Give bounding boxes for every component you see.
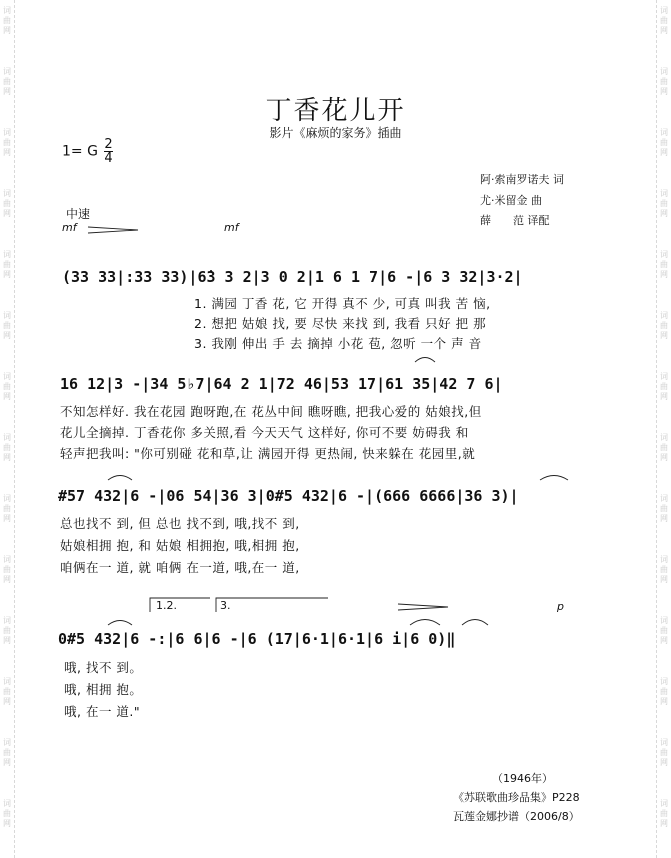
watermark-text: 词 曲 网	[3, 372, 11, 401]
watermark-text: 词 曲 网	[3, 250, 11, 279]
dynamic-mf-verse: mf	[224, 221, 239, 234]
slur	[415, 358, 435, 363]
watermark-text: 词 曲 网	[660, 6, 668, 35]
watermark-text: 词 曲 网	[660, 189, 668, 218]
watermark-text: 词 曲 网	[660, 67, 668, 96]
watermark-text: 词 曲 网	[3, 799, 11, 828]
watermark-text: 词 曲 网	[3, 555, 11, 584]
song-title: 丁香花儿开	[265, 96, 406, 126]
watermark-text: 词 曲 网	[660, 799, 668, 828]
watermark-text: 词 曲 网	[3, 677, 11, 706]
watermark-text: 词 曲 网	[3, 6, 11, 35]
lyric-row-1-verse-1: 1. 满园 丁香 花, 它 开得 真不 少, 可真 叫我 苦 恼,	[194, 296, 491, 311]
credit-role: 译配	[527, 214, 550, 227]
lyric-row-4-verse-2: 哦, 相拥 抱。	[64, 682, 143, 697]
watermark-text: 词 曲 网	[660, 555, 668, 584]
lyric-row-3-verse-3: 咱俩在一 道, 就 咱俩 在一道, 哦,在一 道,	[60, 560, 300, 575]
credit-role: 曲	[531, 194, 542, 207]
slur	[108, 476, 132, 481]
credit-role: 词	[553, 173, 564, 186]
watermark-text: 词 曲 网	[660, 372, 668, 401]
notation-row-4: 0#5 432|6 -:|6 6|6 -|6 (17|6·1|6·1|6 i|6 0)‖	[58, 630, 456, 648]
watermark-text: 词 曲 网	[3, 738, 11, 767]
watermark-text: 词 曲 网	[3, 189, 11, 218]
song-subtitle: 影片《麻烦的家务》插曲	[269, 126, 402, 140]
watermark-text: 词 曲 网	[3, 616, 11, 645]
footer-year: （1946年）	[492, 772, 553, 785]
lyric-row-2-verse-1: 不知怎样好. 我在花园 跑呀跑,在 花丛中间 瞧呀瞧, 把我心爱的 姑娘找,但	[60, 404, 482, 419]
watermark-text: 词 曲 网	[660, 738, 668, 767]
notation-row-3: #57 432|6 -|06 54|36 3|0#5 432|6 -|(666 6666|36 3)|	[58, 487, 519, 505]
volta-label-1: 1.2.	[156, 599, 177, 612]
slur	[540, 476, 568, 481]
lyric-row-4-verse-3: 哦, 在一 道."	[64, 704, 141, 719]
watermark-text: 词 曲 网	[660, 311, 668, 340]
time-denominator: 4	[104, 151, 113, 166]
credit-name: 阿·索南罗诺夫	[480, 173, 550, 186]
lyric-row-4-verse-1: 哦, 找不 到。	[64, 660, 143, 675]
volta-label-2: 3.	[220, 599, 231, 612]
watermark-text: 词 曲 网	[3, 311, 11, 340]
watermark-text: 词 曲 网	[3, 494, 11, 523]
decrescendo-hairpin	[398, 604, 448, 610]
credit-name: 薛 范	[480, 214, 524, 227]
watermark-text: 词 曲 网	[660, 433, 668, 462]
watermark-text: 词 曲 网	[3, 433, 11, 462]
volta-bracket-2	[216, 598, 328, 612]
tempo-marking: 中速	[66, 207, 91, 221]
dynamic-p-coda: p	[557, 600, 564, 613]
dynamic-mf-intro: mf	[62, 221, 77, 234]
watermark-text: 词 曲 网	[660, 128, 668, 157]
key-label: 1= G	[62, 143, 98, 160]
watermark-text: 词 曲 网	[3, 128, 11, 157]
lyric-row-3-verse-1: 总也找不 到, 但 总也 找不到, 哦,找不 到,	[60, 516, 300, 531]
lyric-row-3-verse-2: 姑娘相拥 抱, 和 姑娘 相拥抱, 哦,相拥 抱,	[60, 538, 300, 553]
watermark-text: 词 曲 网	[3, 67, 11, 96]
watermark-text: 词 曲 网	[660, 494, 668, 523]
credit-name: 尤·米留金	[480, 194, 528, 207]
notation-row-1: (33 33|:33 33)|6̇3 3 2|3 0 2|1 6 1 7|6 -|6 3 32|3·2|	[62, 268, 523, 286]
lyric-row-2-verse-2: 花儿全摘掉. 丁香花你 多关照,看 今天天气 这样好, 你可不要 妨碍我 和	[60, 425, 469, 440]
footer-source: 《苏联歌曲珍品集》P228	[453, 791, 580, 804]
watermark-text: 词 曲 网	[660, 616, 668, 645]
lyric-row-1-verse-2: 2. 想把 姑娘 找, 要 尽快 来找 到, 我看 只好 把 那	[194, 316, 487, 331]
lyric-row-2-verse-3: 轻声把我叫: "你可别碰 花和草,让 满园开得 更热闹, 快来躲在 花园里,就	[60, 446, 476, 461]
slur	[462, 620, 488, 626]
watermark-text: 词 曲 网	[660, 250, 668, 279]
slur	[108, 621, 132, 626]
watermark-text: 词 曲 网	[660, 677, 668, 706]
crescendo-hairpin	[88, 227, 138, 233]
notation-row-2: 16 12|3 -|34 5♭7|64 2 1|72 46|53 17|61 35|42 7 6|	[60, 375, 503, 393]
footer-transcriber: 瓦莲金娜抄谱（2006/8）	[453, 810, 580, 823]
slur	[410, 620, 440, 626]
time-numerator: 2	[104, 137, 113, 152]
lyric-row-1-verse-3: 3. 我刚 伸出 手 去 摘掉 小花 苞, 忽听 一个 声 音	[194, 336, 482, 351]
